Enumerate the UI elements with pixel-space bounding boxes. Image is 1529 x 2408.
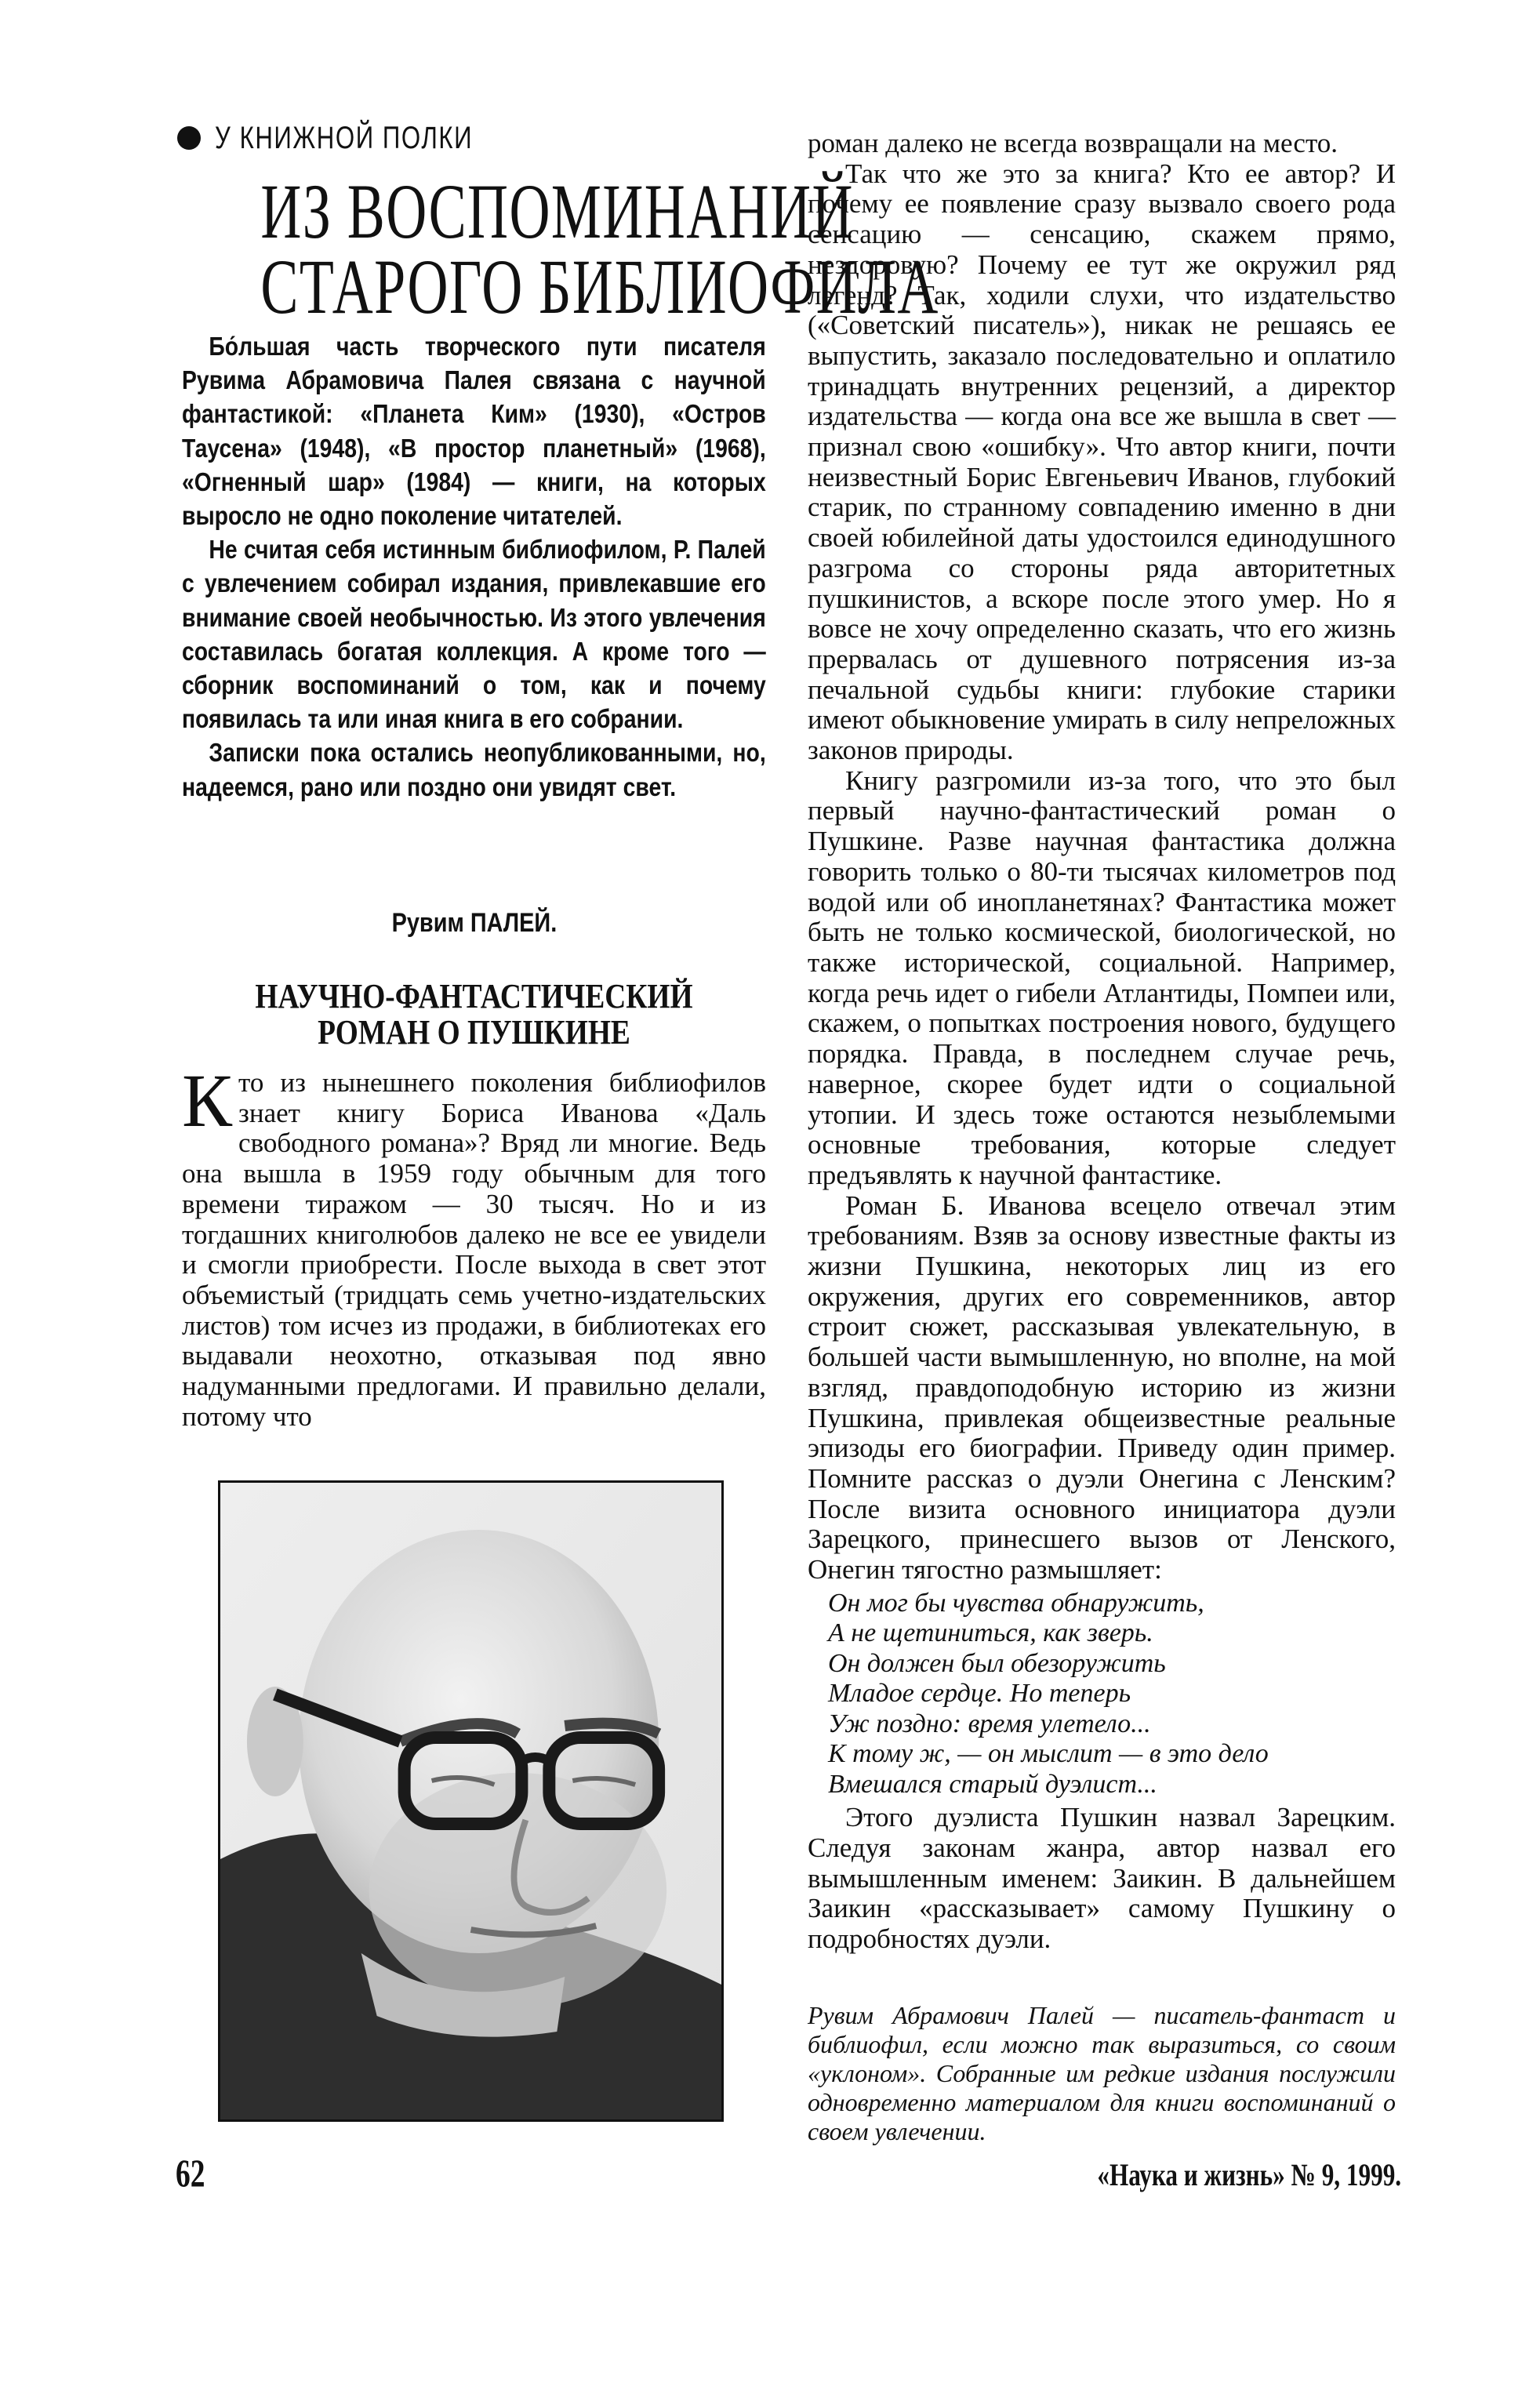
body-paragraph: Так что же это за книга? Кто ее автор? И почему ее появление сразу вызвало своего рода сенсацию — сенсацию, скажем прямо, нездоровую? Почему ее тут же окружил ряд легенд? Так, ходили слухи, что издательство («Советский писатель»), никак не решаясь ее выпустить, заказало последовательно и оплатило тринадцать внутренних рецензий, а директор издательства — когда она все же вышла в свет — признал свою «ошибку». Что автор книги, почти неизвестный Борис Евгеньевич Иванов, глубокий старик, по странному совпадению именно в дни своей юбилейной даты удостоился единодушного разгрома со стороны ряда авторитетных пушкинистов, а вскоре после этого умер. Но я вовсе не хочу определенно сказать, что его жизнь прервалась от душевного потрясения из-за печальной судьбы книги: глубокие старики имеют обыкновение умирать в силу непреложных законов природы.	[808, 158, 1396, 766]
lede-paragraph: Бо́льшая часть творческого пути писателя Рувима Абрамовича Палея связана с научной фантастикой: «Планета Ким» (1930), «Остров Таусена» (1948), «В простор планетный» (1968), «Огненный шар» (1984) — книги, на которых выросло не одно поколение читателей.	[182, 332, 766, 531]
poem-line: Он должен был обезоружить	[828, 1648, 1166, 1678]
body-paragraph-text: то из нынешнего поколения библиофилов знает книгу Бориса Иванова «Даль свободного романа»? Вряд ли многие. Ведь она вышла в 1959 году обычным для того времени тиражом — 30 тысяч. Но и из тогдашних книголюбов далеко не все ее увидели и смогли приобрести. После выхода в свет этот объемистый (тридцать семь учетно-издательских листов) том исчез из продажи, в библиотеках его выдавали неохотно, отказывая под явно надуманными предлогами. И правильно делали, потому что	[182, 1067, 766, 1432]
lede-paragraph: Не считая себя истинным библиофилом, Р. Палей с увлечением собирал издания, привлекавшие его внимание своей необычностью. Из этого увлечения составилась богатая коллекция. А кроме того — сборник воспоминаний о том, как и почему появилась та или иная книга в его собрании.	[182, 535, 766, 734]
article-subhead	[182, 979, 766, 1051]
poem-line: А не щетиниться, как зверь.	[828, 1618, 1153, 1648]
journal-footer-text: «Наука и жизнь» № 9, 1999.	[1097, 2157, 1402, 2192]
right-column-body	[808, 129, 1396, 1955]
page-number	[176, 2150, 215, 2196]
body-paragraph: Этого дуэлиста Пушкин назвал Зарецким. Следуя законам жанра, автор назвал его вымышленным именем: Заикин. В дальнейшем Заикин «рассказывает» самому Пушкину о подробностях дуэли.	[808, 1802, 1396, 1955]
left-column-body	[182, 1059, 766, 1432]
body-paragraph: роман далеко не всегда возвращали на место.	[808, 128, 1338, 158]
poem-line: Вмешался старый дуэлист...	[828, 1769, 1157, 1799]
author-portrait-photo	[218, 1480, 724, 2122]
photo-caption: Рувим Абрамович Палей — писатель-фантаст и библиофил, если можно так выразиться, со своим «уклоном». Собранные им редкие издания послужили одновременно материалом для книги воспоминаний о своем увлечении.	[808, 2001, 1396, 2145]
section-label-text: У КНИЖНОЙ ПОЛКИ	[215, 120, 474, 155]
journal-footer	[1011, 2156, 1402, 2193]
bullet-icon	[177, 126, 201, 150]
page-number-text: 62	[176, 2151, 205, 2195]
poem-line: Он мог бы чувства обнаружить,	[828, 1588, 1204, 1618]
section-label	[177, 122, 546, 154]
portrait-image	[220, 1483, 721, 2119]
lede-paragraph: Записки пока остались неопубликованными, но, надеемся, рано или поздно они увидят свет.	[182, 738, 766, 801]
poem-quote	[828, 1589, 1396, 1800]
body-paragraph: Роман Б. Иванова всецело отвечал этим требованиям. Взяв за основу известные факты из жизни Пушкина, некоторых лиц из его окружения, других его современников, автор строит сюжет, рассказывая увлекательную, в большей части вымышленную, но вполне, на мой взгляд, правдоподобную историю из жизни Пушкина, привлекая общеизвестные реальные эпизоды его биографии. Приведу один пример. Помните рассказ о дуэли Онегина с Ленским? После визита основного инициатора дуэли Зарецкого, принесшего вызов от Ленского, Онегин тягостно размышляет:	[808, 1189, 1396, 1585]
lede	[182, 329, 766, 804]
byline-text: Рувим ПАЛЕЙ.	[391, 908, 557, 938]
page-title	[177, 168, 939, 330]
subhead-line-1: НАУЧНО-ФАНТАСТИЧЕСКИЙ	[255, 977, 693, 1015]
poem-line: К тому ж, — он мыслит — в это дело	[828, 1739, 1269, 1769]
drop-cap: К	[182, 1059, 233, 1142]
poem-line: Уж поздно: время улетело...	[828, 1709, 1151, 1738]
poem-line: Младое сердце. Но теперь	[828, 1679, 1131, 1709]
body-paragraph	[182, 1059, 766, 1432]
body-paragraph: Книгу разгромили из-за того, что это был первый научно-фантастический роман о Пушкине. Разве научная фантастика должна говорить только о 80-ти тысячах километров под водой или об инопланетянах? Фантастика может быть не только космической, биологической, но также исторической, социальной. Например, когда речь идет о гибели Атлантиды, Помпеи или, скажем, о попытках построения нового, будущего порядка. Правда, в последнем случае речь, наверное, скорее будет идти о социальной утопии. И здесь тоже остаются незыблемыми основные требования, которые следует предъявлять к научной фантастике.	[808, 765, 1396, 1190]
title-line-2: СТАРОГО БИБЛИОФИЛА	[260, 243, 939, 330]
subhead-line-2: РОМАН О ПУШКИНЕ	[318, 1013, 630, 1051]
byline	[182, 908, 766, 939]
title-line-1: ИЗ ВОСПОМИНАНИЙ	[260, 168, 854, 255]
